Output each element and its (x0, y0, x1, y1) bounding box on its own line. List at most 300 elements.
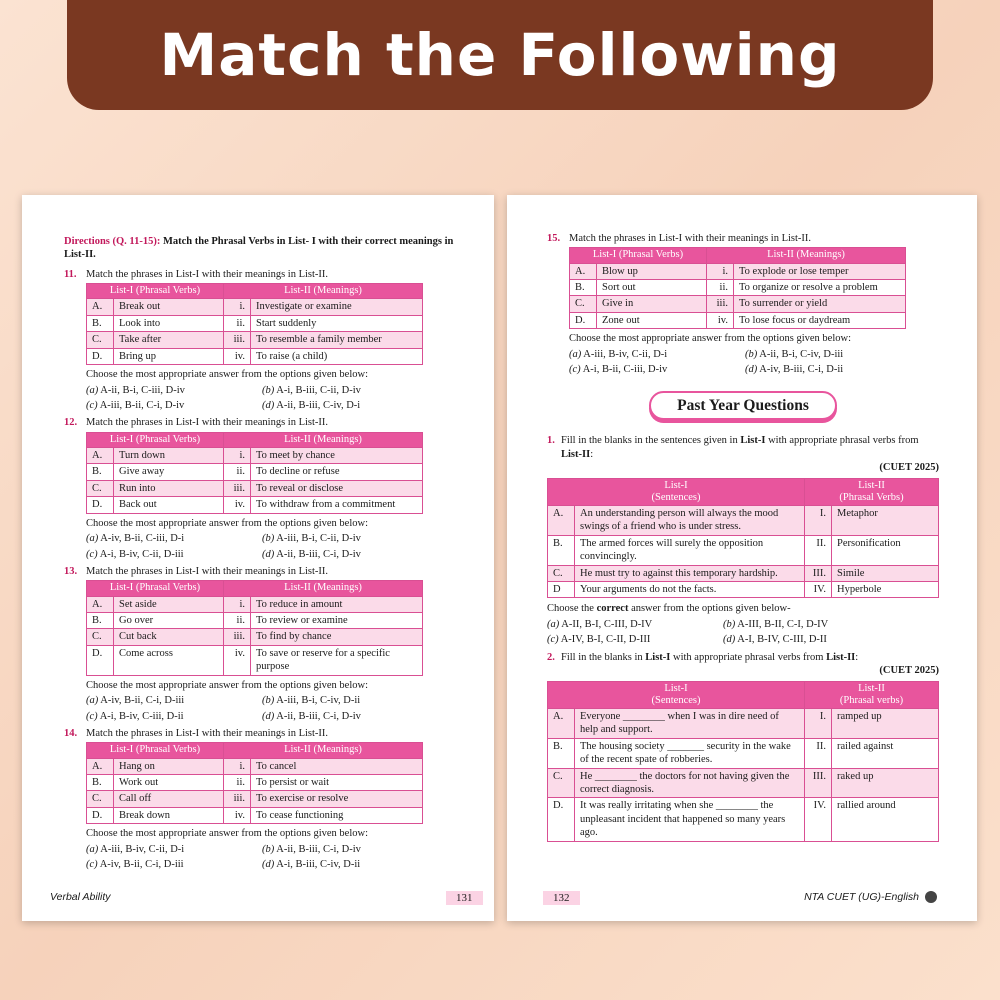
option-text: A-i, B-iii, C-ii, D-iv (276, 384, 361, 396)
question-15-header-list1: List-I (Phrasal Verbs) (570, 248, 707, 263)
row-letter: B. (570, 279, 597, 295)
left-page (22, 195, 494, 921)
table-row (548, 798, 939, 841)
pyq-2-prompt-b: List-I (645, 651, 671, 663)
question-12-header-list1: List-I (Phrasal Verbs) (87, 432, 224, 447)
row-meaning: To withdraw from a commitment (251, 497, 423, 513)
row-phrasal-verb: raked up (832, 768, 939, 798)
row-phrase: Set aside (114, 596, 224, 612)
pyq-1-number: 1. (547, 435, 555, 447)
option-letter: (d) (262, 859, 275, 871)
row-phrase: Turn down (114, 447, 224, 463)
row-numeral: ii. (707, 279, 734, 295)
row-numeral: ii. (224, 315, 251, 331)
left-page-number: 131 (446, 891, 483, 905)
question-11-table (86, 283, 423, 365)
row-meaning: To lose focus or daydream (734, 312, 906, 328)
table-row (570, 296, 906, 312)
row-numeral: iii. (224, 629, 251, 645)
question-15-header-row (570, 248, 906, 263)
pyq-1-choose-a: Choose the (547, 603, 597, 615)
table-row (87, 315, 423, 331)
table-row (570, 279, 906, 295)
row-letter: A. (548, 708, 575, 738)
row-letter: A. (87, 758, 114, 774)
row-numeral: iv. (224, 807, 251, 823)
question-14-number: 14. (64, 728, 78, 739)
pyq-2-prompt (561, 651, 939, 664)
option-text: A-i, B-iv, C-ii, D-iii (99, 548, 184, 560)
question-12-header-list2: List-II (Meanings) (224, 432, 423, 447)
table-row (87, 612, 423, 628)
pyq-2-h1b: (Sentences) (651, 694, 701, 706)
table-row (87, 645, 423, 675)
option-letter: (a) (86, 533, 99, 545)
option-letter: (a) (547, 618, 560, 630)
option-text: A-ii, B-i, C-iii, D-iv (100, 384, 185, 396)
row-meaning: To cancel (251, 758, 423, 774)
question-13-table-wrap (86, 580, 456, 723)
option-text: A-iii, B-ii, C-i, D-iv (99, 400, 185, 411)
right-page-content (547, 229, 939, 846)
publisher-logo-icon (925, 891, 937, 903)
row-letter: A. (87, 596, 114, 612)
pyq-question-2 (547, 651, 939, 678)
question-11-options (86, 384, 456, 413)
pyq-1-tag: (CUET 2025) (879, 462, 939, 474)
pyq-question-1 (547, 434, 939, 474)
row-phrase: Blow up (597, 263, 707, 279)
row-letter: D. (87, 348, 114, 364)
pyq-1-h2b: (Phrasal Verbs) (839, 491, 904, 503)
pyq-2-header-row (548, 681, 939, 708)
option-d (745, 363, 921, 376)
question-14-options (86, 843, 456, 872)
row-meaning: To cease functioning (251, 807, 423, 823)
table-row (87, 480, 423, 496)
option-b (723, 618, 899, 631)
row-numeral: i. (224, 758, 251, 774)
row-meaning: To exercise or resolve (251, 791, 423, 807)
table-row (87, 447, 423, 463)
option-b (262, 694, 438, 707)
option-d (262, 399, 438, 412)
row-numeral: II. (805, 535, 832, 565)
row-letter: C. (87, 629, 114, 645)
row-meaning: To review or examine (251, 612, 423, 628)
option-text: A-III, B-II, C-I, D-IV (737, 618, 829, 630)
question-12-header-row (87, 432, 423, 447)
question-15-choose: Choose the most appropriate answer from the options given below: (569, 333, 851, 345)
pyq-2-header-list2 (805, 681, 939, 708)
table-row (87, 299, 423, 315)
option-text: A-ii, B-i, C-iv, D-iii (759, 348, 844, 360)
question-11-number: 11. (64, 268, 77, 280)
option-a (547, 618, 723, 631)
row-meaning: To meet by chance (251, 447, 423, 463)
option-a (569, 348, 745, 361)
pyq-1-choose (547, 602, 939, 615)
pyq-1-prompt-c: with appropriate phrasal verbs from (765, 435, 919, 447)
row-numeral: II. (805, 738, 832, 768)
row-meaning: To persist or wait (251, 774, 423, 790)
row-phrase: Run into (114, 480, 224, 496)
row-phrasal-verb: rallied around (832, 798, 939, 841)
option-text: A-i, B-iii, C-iv, D-ii (276, 859, 361, 871)
row-letter: C. (87, 480, 114, 496)
row-letter: C. (570, 296, 597, 312)
row-letter: D. (87, 645, 114, 675)
question-14-table-wrap (86, 742, 456, 871)
row-sentence: An understanding person will always the mood swings of a friend who is under stress. (575, 505, 805, 535)
table-row (87, 464, 423, 480)
option-c (86, 710, 262, 723)
option-letter: (b) (262, 384, 275, 396)
option-text: A-IV, B-I, C-II, D-III (560, 634, 651, 646)
row-letter: C. (548, 768, 575, 798)
table-row (87, 332, 423, 348)
pyq-1-prompt-a: Fill in the blanks in the sentences given in (561, 435, 741, 447)
option-c (569, 363, 745, 376)
row-letter: A. (87, 447, 114, 463)
question-13-choose: Choose the most appropriate answer from the options given below: (86, 679, 368, 691)
option-letter: (c) (86, 400, 98, 411)
option-text: A-iv, B-iii, C-i, D-ii (759, 364, 844, 376)
option-text: A-i, B-iv, C-iii, D-ii (99, 710, 184, 722)
row-letter: B. (548, 738, 575, 768)
row-numeral: iii. (224, 332, 251, 348)
option-text: A-i, B-ii, C-iii, D-iv (582, 364, 668, 376)
pyq-1-h2a: List-II (858, 479, 885, 491)
row-phrase: Give in (597, 296, 707, 312)
row-meaning: Start suddenly (251, 315, 423, 331)
question-11-prompt: Match the phrases in List-I with their meanings in List-II. (86, 268, 329, 280)
row-letter: B. (87, 315, 114, 331)
option-letter: (d) (262, 548, 275, 560)
option-text: A-iv, B-ii, C-iii, D-i (100, 533, 185, 545)
table-row (548, 505, 939, 535)
table-row (87, 497, 423, 513)
row-sentence: He must try to against this temporary hardship. (575, 565, 805, 581)
pyq-2-body (561, 651, 939, 678)
pyq-1-choose-b: correct (596, 603, 629, 615)
option-text: A-iii, B-iv, C-ii, D-i (583, 348, 668, 360)
pyq-2-h2b: (Phrasal verbs) (839, 694, 904, 706)
option-letter: (d) (745, 364, 758, 376)
option-letter: (b) (262, 695, 275, 707)
option-d (723, 633, 899, 646)
question-15-number: 15. (547, 233, 561, 244)
table-row (548, 582, 939, 598)
row-phrase: Cut back (114, 629, 224, 645)
table-row (570, 312, 906, 328)
row-numeral: i. (224, 447, 251, 463)
pyq-2-h1a: List-I (664, 682, 688, 694)
question-15 (547, 232, 939, 245)
option-a (86, 384, 262, 397)
row-phrase: Bring up (114, 348, 224, 364)
option-c (86, 399, 262, 412)
option-letter: (a) (86, 695, 99, 707)
option-text: A-iv, B-ii, C-i, D-iii (100, 695, 185, 707)
right-footer (804, 891, 937, 903)
row-meaning: Investigate or examine (251, 299, 423, 315)
option-c (547, 633, 723, 646)
table-row (548, 565, 939, 581)
option-letter: (c) (547, 634, 559, 646)
pyq-2-prompt-c: with appropriate phrasal verbs from (670, 651, 827, 663)
row-letter: D (548, 582, 575, 598)
row-numeral: i. (224, 299, 251, 315)
row-phrase: Break down (114, 807, 224, 823)
right-page-number: 132 (543, 891, 580, 905)
option-letter: (a) (569, 348, 582, 360)
option-b (262, 384, 438, 397)
option-letter: (b) (262, 533, 275, 545)
option-letter: (c) (569, 364, 581, 376)
pyq-2-table (547, 681, 939, 842)
option-letter: (c) (86, 859, 98, 871)
row-phrase: Take after (114, 332, 224, 348)
pyq-1-body (561, 434, 939, 474)
option-text: A-II, B-I, C-III, D-IV (561, 618, 653, 630)
table-row (87, 758, 423, 774)
question-15-prompt: Match the phrases in List-I with their meanings in List-II. (569, 233, 812, 244)
pyq-2-h2a: List-II (858, 682, 885, 694)
row-letter: D. (87, 497, 114, 513)
row-meaning: To explode or lose temper (734, 263, 906, 279)
question-15-table-wrap (569, 247, 939, 376)
row-sentence: The housing society _______ security in the wake of the recent spate of robberies. (575, 738, 805, 768)
option-letter: (c) (86, 710, 98, 722)
row-sentence: Everyone ________ when I was in dire need of help and support. (575, 708, 805, 738)
question-14-choose: Choose the most appropriate answer from the options given below: (86, 828, 368, 840)
row-meaning: To surrender or yield (734, 296, 906, 312)
option-text: A-ii, B-iii, C-i, D-iv (276, 548, 361, 560)
row-letter: A. (548, 505, 575, 535)
question-11-header-list2: List-II (Meanings) (224, 284, 423, 299)
row-numeral: iii. (224, 791, 251, 807)
option-text: A-iv, B-ii, C-i, D-iii (99, 859, 184, 871)
row-letter: B. (87, 464, 114, 480)
row-numeral: ii. (224, 774, 251, 790)
pyq-2-prompt-d: List-II (826, 651, 856, 663)
option-text: A-ii, B-iii, C-iv, D-i (276, 400, 361, 411)
question-14-header-list2: List-II (Meanings) (224, 743, 423, 758)
pyq-1-options (547, 618, 939, 647)
question-15-options (569, 348, 939, 377)
table-row (548, 738, 939, 768)
question-15-header-list2: List-II (Meanings) (707, 248, 906, 263)
option-text: A-ii, B-iii, C-i, D-iv (276, 843, 361, 855)
row-numeral: iii. (707, 296, 734, 312)
question-12-number: 12. (64, 417, 78, 429)
question-15 (547, 232, 939, 377)
title-banner (67, 0, 933, 110)
table-row (548, 768, 939, 798)
question-12-table (86, 432, 423, 514)
row-numeral: III. (805, 768, 832, 798)
row-phrasal-verb: Hyperbole (832, 582, 939, 598)
row-letter: D. (548, 798, 575, 841)
option-text: A-iii, B-iv, C-ii, D-i (100, 843, 185, 855)
table-row (87, 629, 423, 645)
option-d (262, 548, 438, 561)
row-numeral: iv. (224, 497, 251, 513)
option-letter: (b) (262, 843, 275, 855)
row-phrase: Sort out (597, 279, 707, 295)
table-row (548, 708, 939, 738)
row-phrase: Give away (114, 464, 224, 480)
row-numeral: IV. (805, 798, 832, 841)
row-phrase: Hang on (114, 758, 224, 774)
table-row (87, 791, 423, 807)
option-a (86, 694, 262, 707)
row-sentence: It was really irritating when she ________ the unpleasant incident that happened so many years ago. (575, 798, 805, 841)
option-text: A-ii, B-iii, C-i, D-iv (276, 710, 361, 722)
row-numeral: iv. (707, 312, 734, 328)
question-11-header-row (87, 284, 423, 299)
row-phrase: Work out (114, 774, 224, 790)
row-letter: C. (87, 332, 114, 348)
question-13-number: 13. (64, 566, 78, 577)
question-11-header-list1: List-I (Phrasal Verbs) (87, 284, 224, 299)
pyq-1-header-row (548, 478, 939, 505)
pyq-1-prompt-d: List-II (561, 448, 591, 460)
row-phrase: Back out (114, 497, 224, 513)
question-13-table (86, 580, 423, 675)
row-numeral: IV. (805, 582, 832, 598)
pyq-2-number: 2. (547, 651, 555, 663)
row-letter: C. (548, 565, 575, 581)
table-row (87, 774, 423, 790)
table-row (87, 596, 423, 612)
question-14-table (86, 742, 423, 824)
row-numeral: ii. (224, 464, 251, 480)
option-b (262, 843, 438, 856)
pyq-1-tagline (561, 461, 939, 474)
banner-title: Match the Following (159, 21, 841, 89)
row-letter: B. (87, 612, 114, 628)
row-sentence: The armed forces will surely the opposition convincingly. (575, 535, 805, 565)
option-c (86, 548, 262, 561)
option-letter: (d) (262, 400, 275, 411)
question-13-header-list1: List-I (Phrasal Verbs) (87, 581, 224, 596)
pyq-2-header-list1 (548, 681, 805, 708)
row-phrasal-verb: railed against (832, 738, 939, 768)
row-numeral: iii. (224, 480, 251, 496)
row-phrasal-verb: ramped up (832, 708, 939, 738)
option-d (262, 710, 438, 723)
row-meaning: To decline or refuse (251, 464, 423, 480)
question-13-options (86, 694, 456, 723)
pyq-1-header-list2 (805, 478, 939, 505)
row-meaning: To raise (a child) (251, 348, 423, 364)
row-phrase: Call off (114, 791, 224, 807)
row-phrase: Come across (114, 645, 224, 675)
row-meaning: To resemble a family member (251, 332, 423, 348)
row-numeral: I. (805, 505, 832, 535)
right-page (507, 195, 977, 921)
row-numeral: iv. (224, 645, 251, 675)
row-meaning: To save or reserve for a specific purpose (251, 645, 423, 675)
pyq-2-tag: (CUET 2025) (879, 665, 939, 677)
pyq-2-tagline (561, 664, 939, 677)
table-row (87, 348, 423, 364)
right-footer-text: NTA CUET (UG)-English (804, 890, 919, 903)
option-b (262, 532, 438, 545)
directions-text: Match the Phrasal Verbs in List- I with their correct meanings in List-II. (64, 236, 454, 261)
option-letter: (d) (723, 634, 736, 646)
row-phrasal-verb: Metaphor (832, 505, 939, 535)
question-12 (64, 416, 456, 429)
pyq-2-prompt-a: Fill in the blanks in (561, 651, 646, 663)
option-letter: (a) (86, 384, 99, 396)
row-meaning: To reduce in amount (251, 596, 423, 612)
option-letter: (b) (723, 618, 736, 630)
question-11-table-wrap (86, 283, 456, 412)
pyq-1-header-list1 (548, 478, 805, 505)
row-letter: D. (570, 312, 597, 328)
table-row (87, 807, 423, 823)
row-phrase: Go over (114, 612, 224, 628)
option-a (86, 532, 262, 545)
row-letter: D. (87, 807, 114, 823)
row-phrasal-verb: Personification (832, 535, 939, 565)
question-11 (64, 268, 456, 281)
option-b (745, 348, 921, 361)
row-letter: A. (87, 299, 114, 315)
pyq-header (547, 391, 939, 421)
question-13 (64, 565, 456, 578)
pyq-1-h1a: List-I (664, 479, 688, 491)
row-numeral: i. (707, 263, 734, 279)
pyq-2-prompt-e: : (855, 651, 859, 663)
pyq-1-prompt (561, 434, 939, 461)
table-row (570, 263, 906, 279)
left-footer: Verbal Ability (50, 891, 111, 903)
question-12-table-wrap (86, 432, 456, 561)
pyq-1-prompt-b: List-I (740, 435, 766, 447)
row-letter: C. (87, 791, 114, 807)
left-questions (64, 268, 456, 872)
row-phrase: Zone out (597, 312, 707, 328)
pyq-1-choose-c: answer from the options given below- (628, 603, 791, 615)
question-14-prompt: Match the phrases in List-I with their meanings in List-II. (86, 728, 329, 739)
pyq-1-prompt-e: : (590, 448, 594, 460)
row-meaning: To reveal or disclose (251, 480, 423, 496)
option-letter: (a) (86, 843, 99, 855)
row-sentence: He ________ the doctors for not having given the correct diagnosis. (575, 768, 805, 798)
row-phrasal-verb: Simile (832, 565, 939, 581)
row-letter: B. (548, 535, 575, 565)
option-text: A-iii, B-i, C-iv, D-ii (276, 695, 361, 707)
pyq-1-h1b: (Sentences) (651, 491, 701, 503)
question-14-header-row (87, 743, 423, 758)
question-13-header-row (87, 581, 423, 596)
row-numeral: i. (224, 596, 251, 612)
question-14-header-list1: List-I (Phrasal Verbs) (87, 743, 224, 758)
row-phrase: Break out (114, 299, 224, 315)
row-numeral: III. (805, 565, 832, 581)
row-numeral: I. (805, 708, 832, 738)
table-row (548, 535, 939, 565)
row-phrase: Look into (114, 315, 224, 331)
left-page-content (64, 235, 456, 876)
row-letter: B. (87, 774, 114, 790)
pyq-1-table (547, 478, 939, 599)
pyq-title: Past Year Questions (649, 391, 837, 421)
